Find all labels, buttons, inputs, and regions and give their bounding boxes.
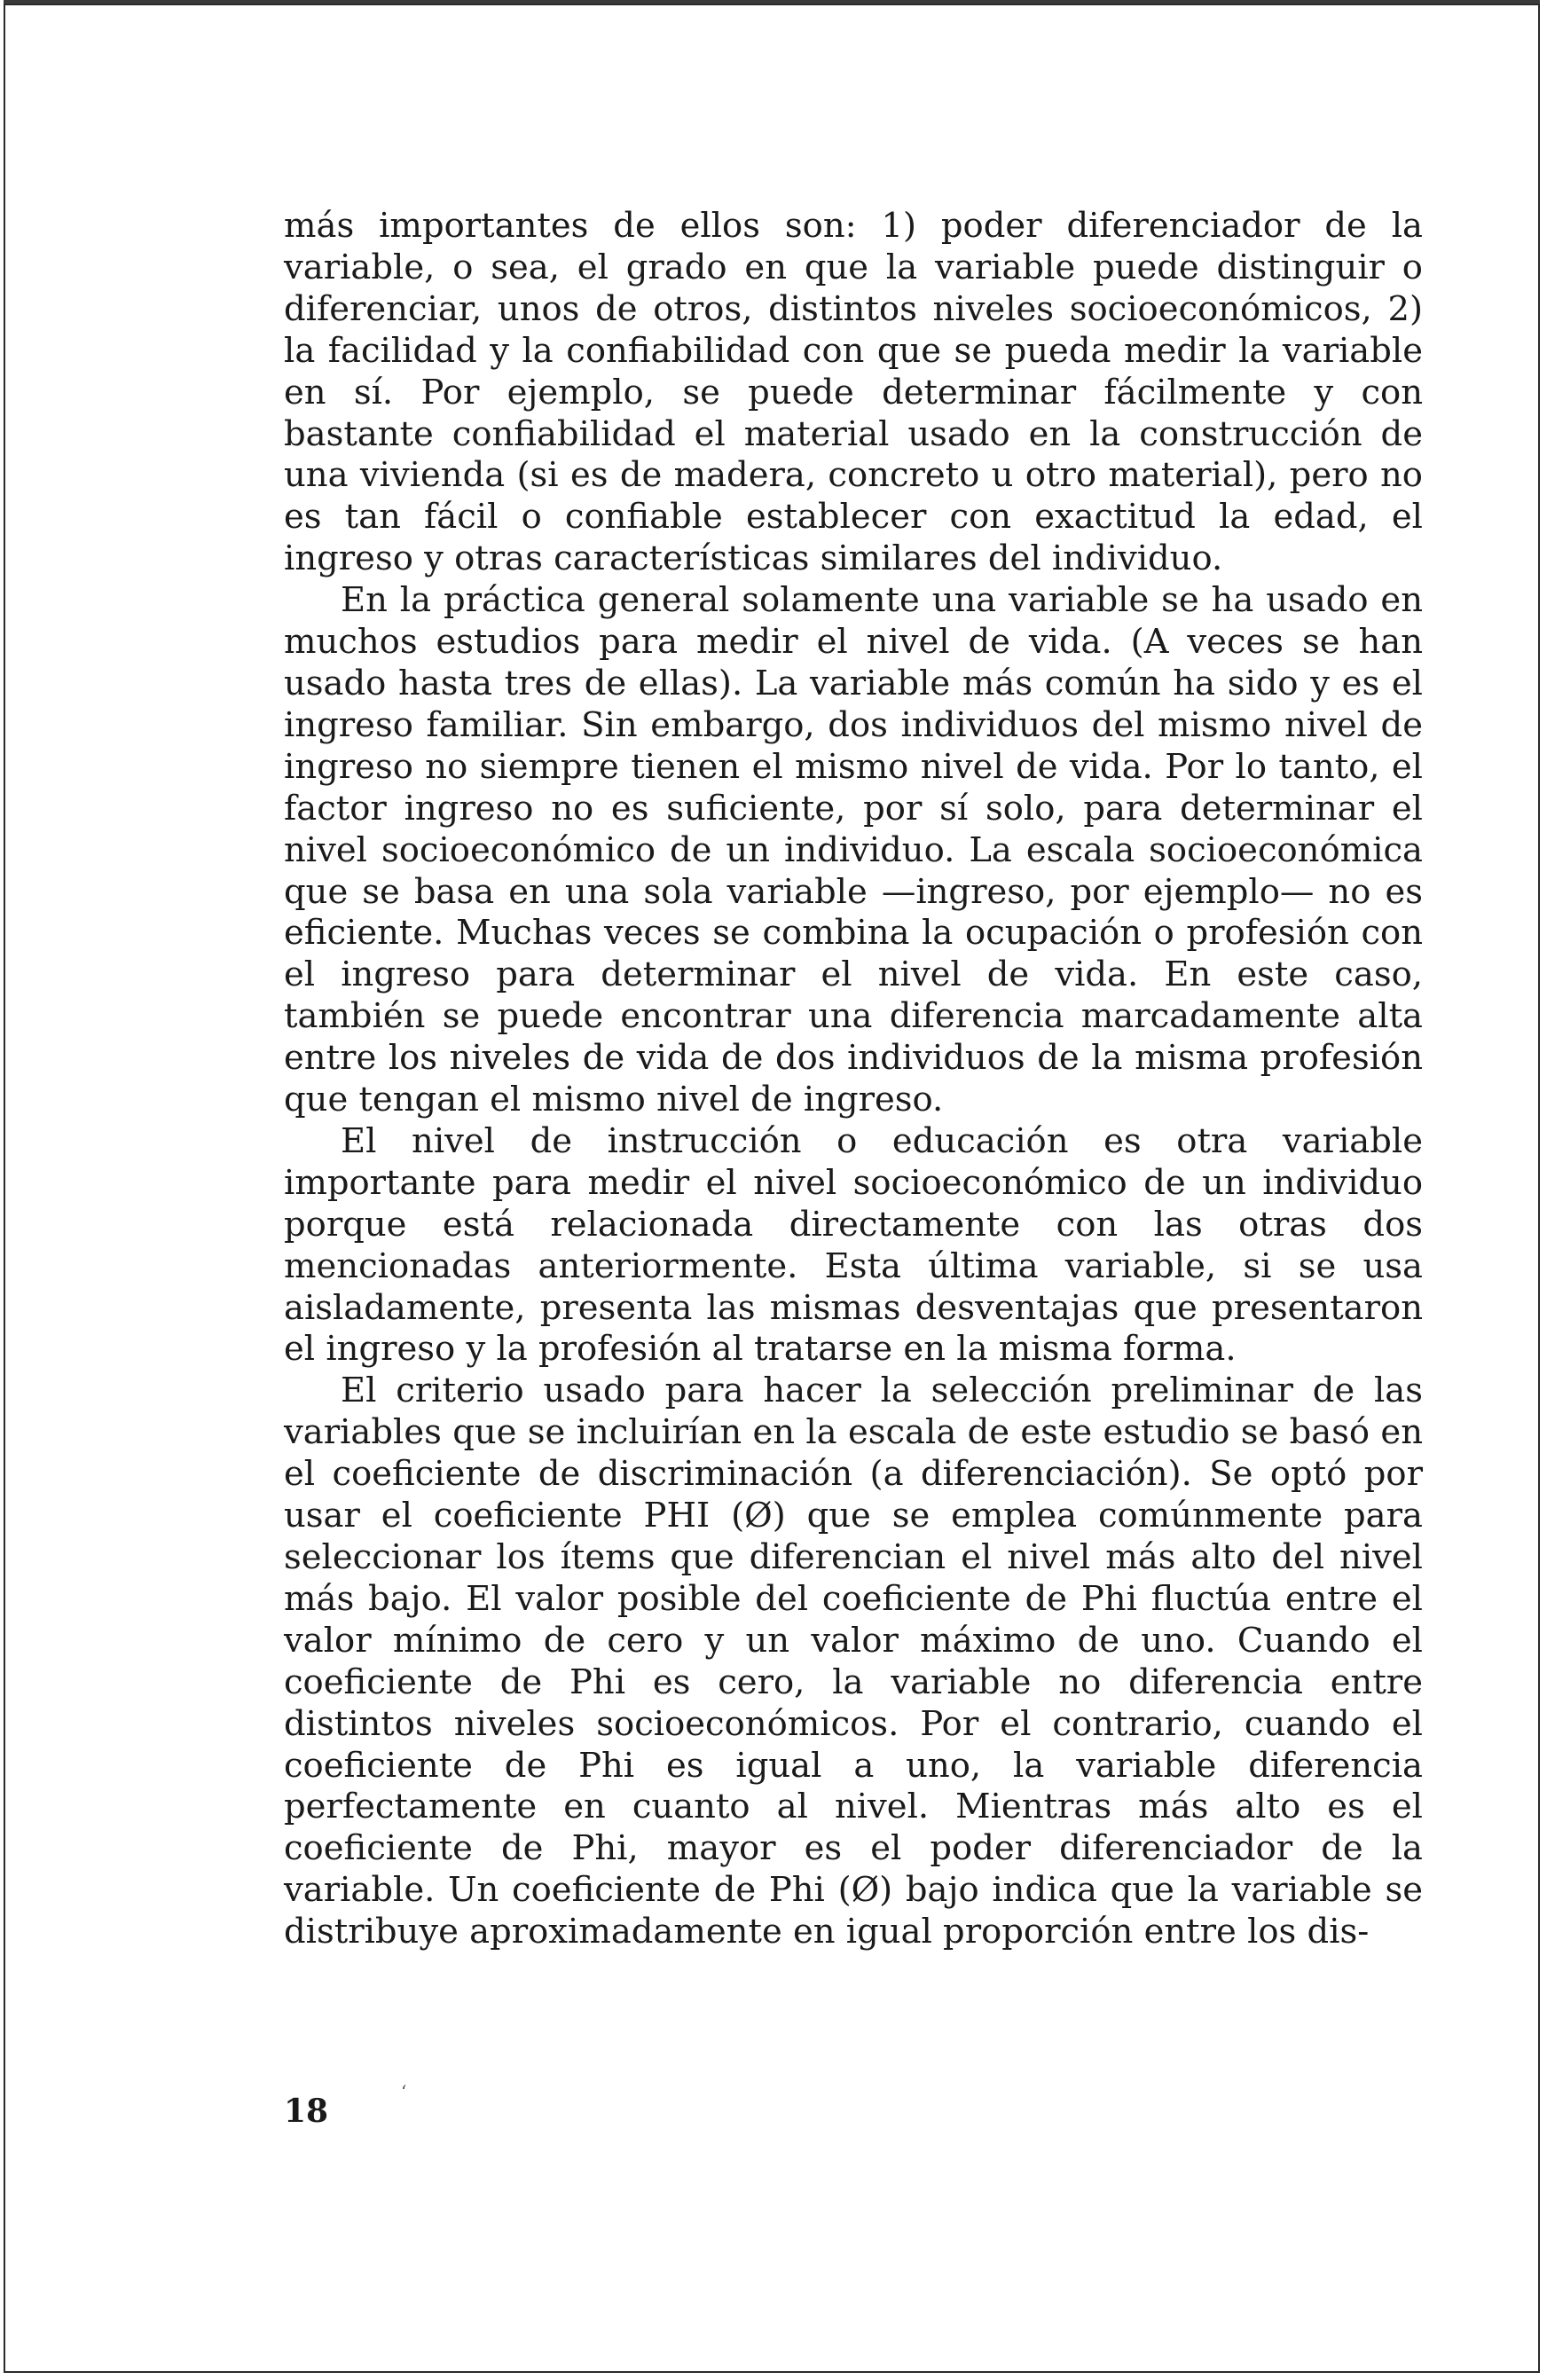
paragraph-education-variable: El nivel de instrucción o educación es otra variable importante para medir el nivel socioeconómico de un individuo porque está relacionada directamente con las otras dos mencionadas anteriormente. Esta última variable, si se usa aisladamente, presenta las mismas desventajas que presentaron el ingreso y la profesión al tratarse en la misma forma.	[284, 1120, 1423, 1370]
paragraph-phi-coefficient: El criterio usado para hacer la selección preliminar de las variables que se incluirían en la escala de este estudio se basó en el coeficiente de discriminación (a diferenciación). Se optó por usar el coeficiente PHI (Ø) que se emplea comúnmente para seleccionar los ítems que diferencian el nivel más alto del nivel más bajo. El valor posible del coeficiente de Phi fluctúa entre el valor mínimo de cero y un valor máximo de uno. Cuando el coeficiente de Phi es cero, la variable no diferencia entre distintos niveles socioeconómicos. Por el contrario, cuando el coeficiente de Phi es igual a uno, la variable diferencia perfectamente en cuanto al nivel. Mientras más alto es el coeficiente de Phi, mayor es el poder diferenciador de la variable. Un coeficiente de Phi (Ø) bajo indica que la variable se distribuye aproximadamente en igual proporción entre los dis-	[284, 1371, 1423, 1952]
body-text	[284, 206, 1423, 1953]
stray-ink-mark: ʻ	[401, 2081, 407, 2102]
page-number: 18	[284, 2093, 329, 2130]
paragraph-income-variable: En la práctica general solamente una variable se ha usado en muchos estudios para medir el nivel de vida. (A veces se han usado hasta tres de ellas). La variable más común ha sido y es el ingreso familiar. Sin embargo, dos individuos del mismo nivel de ingreso no siempre tienen el mismo nivel de vida. Por lo tanto, el factor ingreso no es suficiente, por sí solo, para determinar el nivel socioeconómico de un individuo. La escala socioeconómica que se basa en una sola variable —ingreso, por ejemplo— no es eficiente. Muchas veces se combina la ocupación o profesión con el ingreso para determinar el nivel de vida. En este caso, también se puede encontrar una diferencia marcadamente alta entre los niveles de vida de dos individuos de la misma profesión que tengan el mismo nivel de ingreso.	[284, 580, 1423, 1120]
paragraph-continuation: más importantes de ellos son: 1) poder diferenciador de la variable, o sea, el grado en que la variable puede distinguir o diferenciar, unos de otros, distintos niveles socioeconómicos, 2) la facilidad y la confiabilidad con que se pueda medir la variable en sí. Por ejemplo, se puede determinar fácilmente y con bastante confiabilidad el material usado en la construcción de una vivienda (si es de madera, concreto u otro material), pero no es tan fácil o confiable establecer con exactitud la edad, el ingreso y otras características similares del individuo.	[284, 206, 1423, 579]
